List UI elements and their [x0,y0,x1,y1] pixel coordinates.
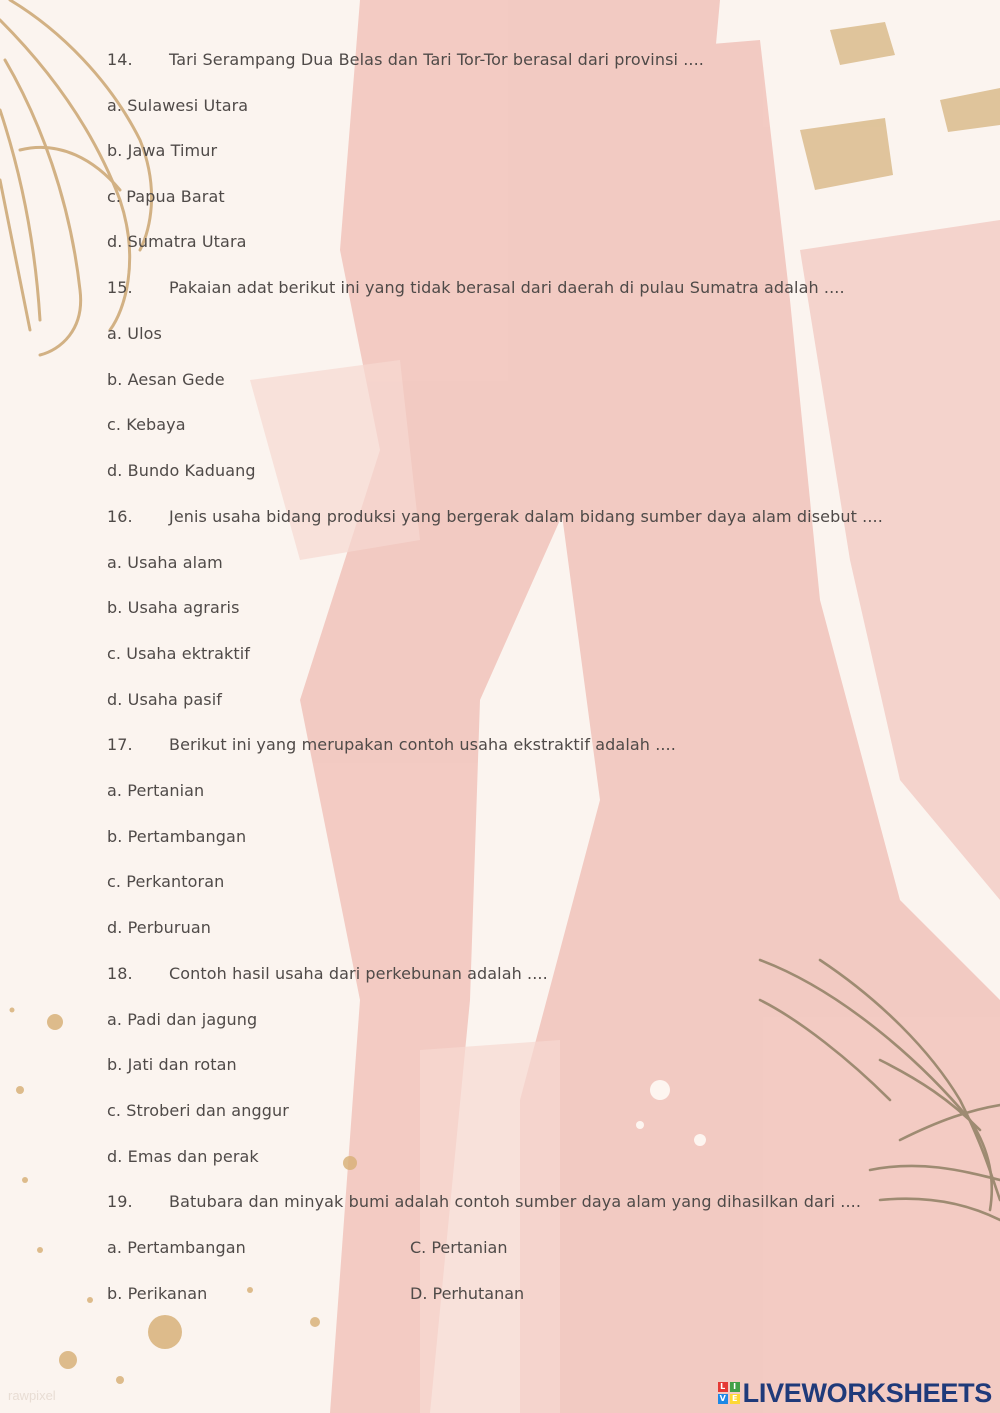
option-14-b[interactable]: b. Jawa Timur [107,141,218,160]
option-18-c[interactable]: c. Stroberi dan anggur [107,1101,289,1120]
question-18 [107,964,548,984]
logo-mark-letter: V [719,1394,726,1403]
option-14-a[interactable]: a. Sulawesi Utara [107,96,249,115]
option-17-d[interactable]: d. Perburuan [107,918,211,937]
option-14-c[interactable]: c. Papua Barat [107,187,225,206]
question-number: 19. [107,1192,133,1211]
option-16-b[interactable]: b. Usaha agraris [107,598,240,617]
question-19 [107,1192,861,1212]
question-text: Contoh hasil usaha dari perkebunan adalah .... [169,964,548,983]
option-15-c[interactable]: c. Kebaya [107,415,186,434]
option-15-a[interactable]: a. Ulos [107,324,162,343]
question-number: 15. [107,278,133,297]
option-19-c[interactable]: C. Pertanian [410,1238,508,1257]
option-17-c[interactable]: c. Perkantoran [107,872,225,891]
question-16 [107,507,883,527]
question-text: Berikut ini yang merupakan contoh usaha ekstraktif adalah .... [169,735,676,754]
question-number: 14. [107,50,133,69]
option-17-b[interactable]: b. Pertambangan [107,827,247,846]
logo-mark-letter: E [730,1394,740,1404]
option-19-b[interactable]: b. Perikanan [107,1284,208,1303]
question-text: Batubara dan minyak bumi adalah contoh sumber daya alam yang dihasilkan dari .... [169,1192,862,1211]
option-15-b[interactable]: b. Aesan Gede [107,370,225,389]
liveworksheets-logo[interactable] [718,1379,992,1407]
option-18-b[interactable]: b. Jati dan rotan [107,1055,237,1074]
option-18-d[interactable]: d. Emas dan perak [107,1147,259,1166]
option-17-a[interactable]: a. Pertanian [107,781,205,800]
option-16-d[interactable]: d. Usaha pasif [107,690,222,709]
question-14 [107,50,704,70]
liveworksheets-mark-icon [718,1382,740,1404]
question-text: Tari Serampang Dua Belas dan Tari Tor-Tor berasal dari provinsi .... [169,50,704,69]
logo-mark-letter: I [730,1382,740,1392]
question-number: 16. [107,507,133,526]
question-text: Pakaian adat berikut ini yang tidak berasal dari daerah di pulau Sumatra adalah .... [169,278,845,297]
option-19-d[interactable]: D. Perhutanan [410,1284,525,1303]
option-18-a[interactable]: a. Padi dan jagung [107,1010,258,1029]
question-text: Jenis usaha bidang produksi yang bergerak dalam bidang sumber daya alam disebut .... [169,507,883,526]
question-number: 18. [107,964,133,983]
question-17 [107,735,676,755]
option-15-d[interactable]: d. Bundo Kaduang [107,461,256,480]
logo-text: LIVEWORKSHEETS [742,1377,992,1408]
question-number: 17. [107,735,133,754]
option-16-a[interactable]: a. Usaha alam [107,553,223,572]
watermark-text: rawpixel [8,1388,56,1403]
option-14-d[interactable]: d. Sumatra Utara [107,232,247,251]
question-15 [107,278,845,298]
option-16-c[interactable]: c. Usaha ektraktif [107,644,251,663]
logo-mark-letter: L [718,1382,728,1392]
option-19-a[interactable]: a. Pertambangan [107,1238,246,1257]
